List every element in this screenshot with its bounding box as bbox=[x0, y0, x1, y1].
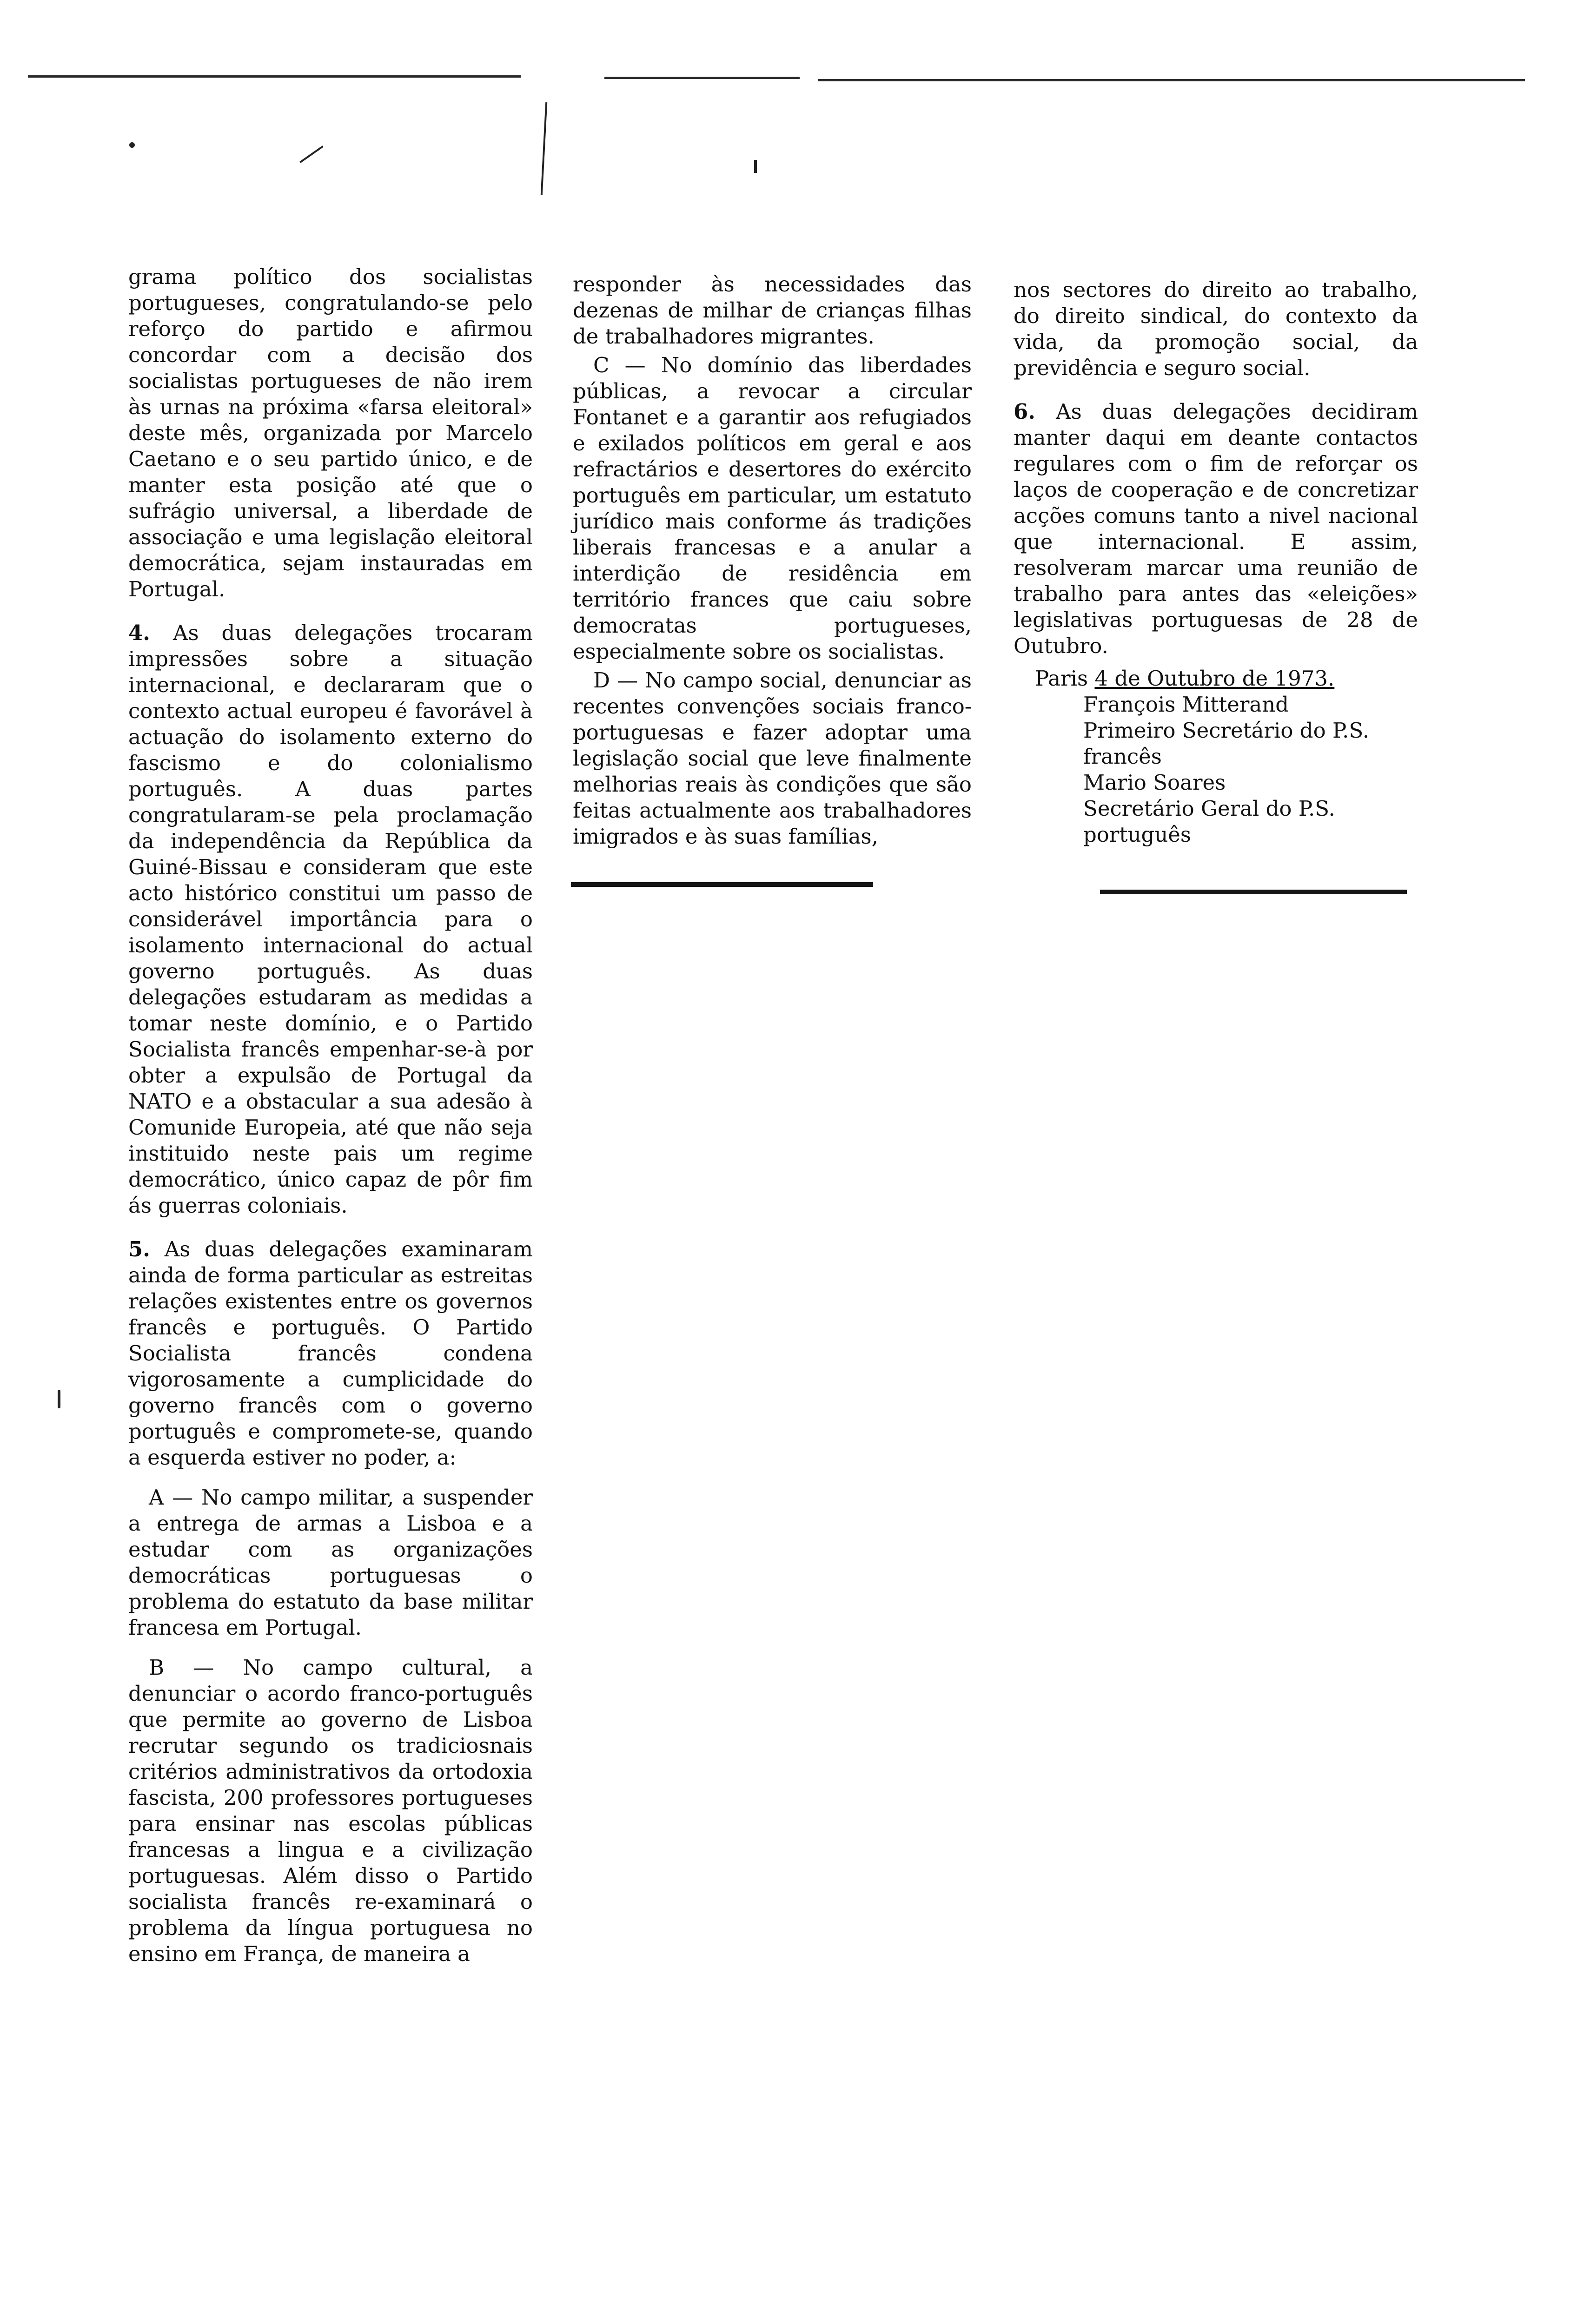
text-column-2 bbox=[573, 271, 972, 850]
scan-artifact-line bbox=[604, 77, 800, 79]
signatory-1-name: François Mitterand bbox=[1083, 692, 1289, 717]
date: 4 de Outubro de 1973. bbox=[1094, 666, 1335, 691]
column-end-rule bbox=[1100, 890, 1407, 894]
paragraph-6 bbox=[1014, 399, 1418, 659]
signatory-2-title: Secretário Geral do P.S. português bbox=[1083, 796, 1335, 847]
text-column-3 bbox=[1014, 277, 1418, 848]
paragraph-number: 5. bbox=[128, 1237, 150, 1261]
paragraph-continuation: grama político dos socialistas portugueses, congratulando-se pelo reforço do partido e afirmou concordar com a decisão dos socialistas portugueses de não irem às urnas na próxima «farsa eleitoral» deste mês, organizada por Marcelo Caetano e o seu partido único, e de manter esta posição até que o sufrágio universal, a liberdade de associação e uma legislação eleitoral democrática, sejam instauradas em Portugal. bbox=[128, 264, 533, 601]
signatory-2-name: Mario Soares bbox=[1083, 770, 1226, 795]
place: Paris bbox=[1035, 666, 1088, 691]
scan-artifact-line bbox=[818, 79, 1525, 81]
paragraph-continuation: responder às necessidades das dezenas de milhar de crianças filhas de trabalhadores migrantes. bbox=[573, 272, 972, 349]
scan-artifact-mark bbox=[541, 102, 547, 195]
paragraph-continuation: nos sectores do direito ao trabalho, do direito sindical, do contexto da vida, da promoção social, da previdência e seguro social. bbox=[1014, 277, 1418, 380]
scan-artifact-mark bbox=[299, 145, 323, 163]
scan-artifact-mark bbox=[129, 142, 135, 148]
paragraph-d: D — No campo social, denunciar as recentes convenções sociais franco-portuguesas e fazer adoptar uma legislação social que leve finalmente melhorias reais às condições que são feitas actualmente aos trabalhadores imigrados e às suas famílias, bbox=[573, 668, 972, 849]
paragraph-number: 6. bbox=[1014, 399, 1035, 424]
paragraph-b: B — No campo cultural, a denunciar o acordo franco-português que permite ao governo de Lisboa recrutar segundo os tradiciosnais critérios administrativos da ortodoxia fascista, 200 professores portugueses para ensinar nas escolas públicas francesas a lingua e a civilização portuguesas. Além disso o Partido socialista francês re-examinará o problema da língua portuguesa no ensino em França, de maneira a bbox=[128, 1655, 533, 1966]
place-date bbox=[1035, 666, 1418, 692]
text-column-1 bbox=[128, 264, 533, 1967]
paragraph-a: A — No campo militar, a suspender a entrega de armas a Lisboa e a estudar com as organizações democráticas portuguesas o problema do estatuto da base militar francesa em Portugal. bbox=[128, 1485, 533, 1640]
paragraph-5 bbox=[128, 1236, 533, 1471]
scan-artifact-line bbox=[28, 75, 521, 78]
paragraph-text: As duas delegações decidiram manter daqui em deante contactos regulares com o fim de reforçar os laços de cooperação e de concretizar acções comuns tanto a nivel nacional que internacional. E assim, resolveram marcar uma reunião de trabalho para antes das «eleições» legislativas portuguesas de 28 de Outubro. bbox=[1014, 399, 1418, 658]
scan-artifact-mark bbox=[58, 1390, 60, 1408]
paragraph-text: As duas delegações trocaram impressões sobre a situação internacional, e declararam que o contexto actual europeu é favorável à actuação do isolamento externo do fascismo e do colonialismo português. A duas partes congratularam-se pela proclamação da independência da República da Guiné-Bissau e consideram que este acto histórico constitui um passo de considerável importância para o isolamento internacional do actual governo português. As duas delegações estudaram as medidas a tomar neste domínio, e o Partido Socialista francês empenhar-se-à por obter a expulsão de Portugal da NATO e a obstacular a sua adesão à Comunide Europeia, até que não seja instituido neste pais um regime democrático, único capaz de pôr fim ás guerras coloniais. bbox=[128, 621, 533, 1218]
scan-artifact-mark bbox=[754, 160, 757, 173]
column-end-rule bbox=[571, 882, 873, 887]
paragraph-text: As duas delegações examinaram ainda de forma particular as estreitas relações existentes entre os governos francês e português. O Partido Socialista francês condena vigorosamente a cumplicidade do governo francês com o governo português e compromete-se, quando a esquerda estiver no poder, a: bbox=[128, 1237, 533, 1470]
signature-block bbox=[1014, 666, 1418, 848]
signatory-1-title: Primeiro Secretário do P.S. francês bbox=[1083, 718, 1369, 769]
paragraph-number: 4. bbox=[128, 621, 150, 645]
paragraph-4 bbox=[128, 620, 533, 1219]
paragraph-c: C — No domínio das liberdades públicas, a revocar a circular Fontanet e a garantir aos refugiados e exilados políticos em geral e aos refractários e desertores do exército português em particular, um estatuto jurídico mais conforme ás tradições liberais francesas e a anular a interdição de residência em território frances que caiu sobre democratas portugueses, especialmente sobre os socialistas. bbox=[573, 353, 972, 664]
